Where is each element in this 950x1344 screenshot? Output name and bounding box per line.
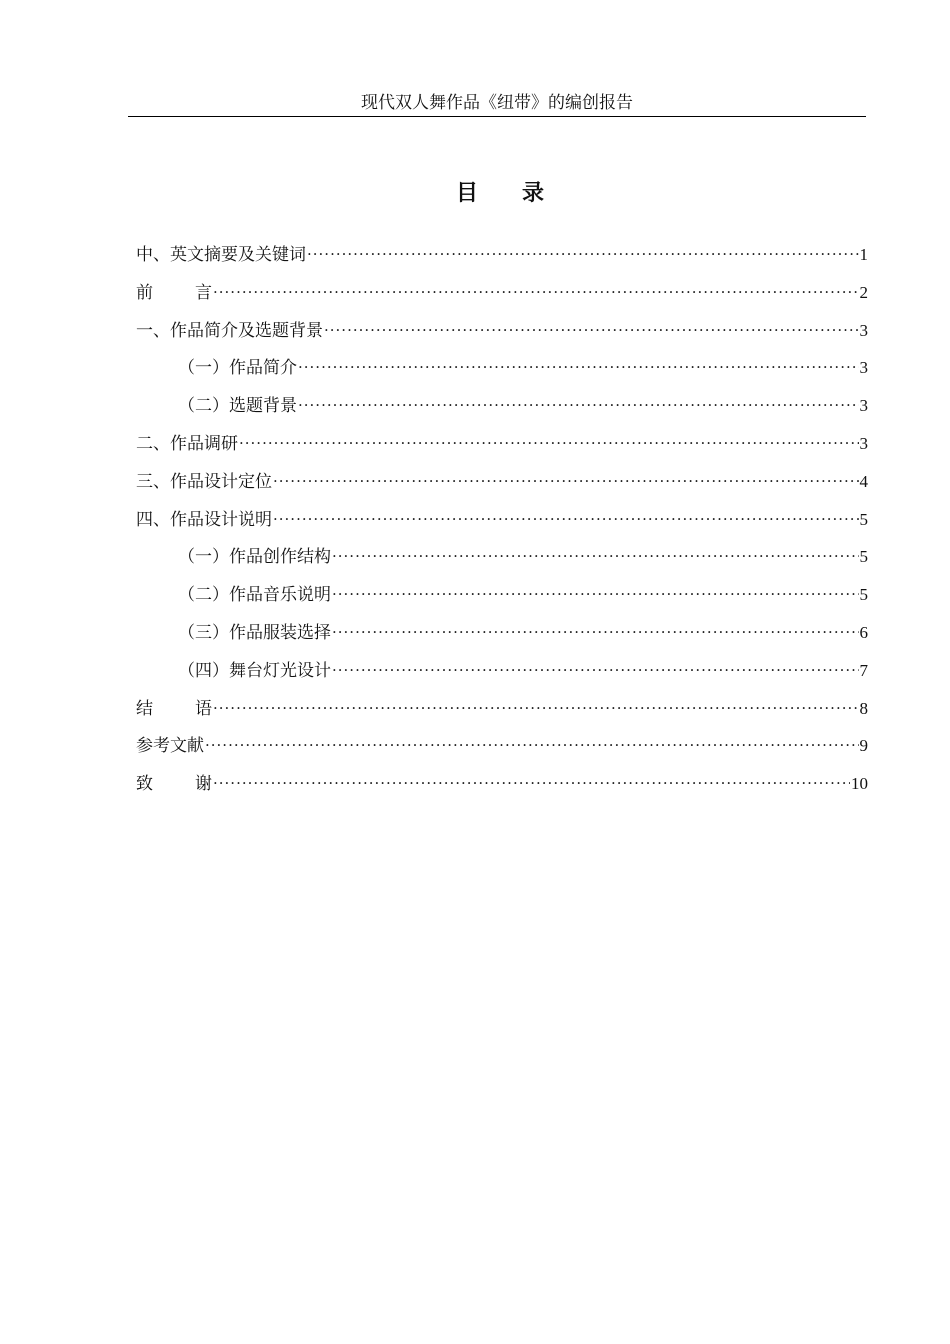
toc-title-char-2: 录: [522, 180, 545, 206]
toc-leader-dots: [205, 731, 859, 751]
toc-item-label: （三）作品服装选择: [178, 622, 331, 643]
toc-item[interactable]: [136, 391, 868, 429]
toc-item-page: 5: [859, 547, 868, 567]
toc-leader-dots: [213, 769, 850, 789]
toc-item-page: 1: [859, 245, 868, 264]
toc-leader-dots: [273, 467, 859, 487]
toc-item-label-part: 致: [136, 774, 153, 795]
toc-item[interactable]: [136, 731, 868, 769]
toc-item-label-part: 前: [136, 282, 153, 303]
toc-leader-dots: [332, 656, 859, 676]
toc-item-label: [136, 770, 212, 798]
toc-item-page: 10: [851, 774, 868, 794]
toc-item-label: （一）作品创作结构: [178, 547, 331, 568]
toc-item-label: 三、作品设计定位: [136, 471, 272, 492]
toc-item-label-part: 谢: [195, 774, 212, 795]
toc-item-label: 四、作品设计说明: [136, 509, 272, 530]
toc-item-page: 6: [859, 622, 868, 642]
toc-item-label: 参考文献: [136, 736, 204, 757]
toc-leader-dots: [213, 694, 859, 714]
toc-item-label: （一）作品简介: [178, 358, 297, 379]
table-of-contents: [136, 240, 868, 807]
toc-item[interactable]: [136, 542, 868, 580]
toc-leader-dots: [273, 505, 859, 525]
toc-title: [0, 176, 950, 207]
toc-leader-dots: [298, 353, 859, 373]
toc-item-label: （二）选题背景: [178, 396, 297, 417]
toc-leader-dots: [307, 240, 859, 260]
toc-item-page: 4: [859, 471, 868, 491]
toc-item-page: 2: [859, 282, 868, 302]
toc-item-page: 5: [859, 585, 868, 605]
toc-leader-dots: [332, 580, 859, 600]
toc-item-page: 5: [859, 509, 868, 529]
toc-item-page: 7: [859, 660, 868, 680]
toc-item-label-part: 语: [195, 698, 212, 719]
toc-item[interactable]: [136, 316, 868, 354]
toc-item-page: 8: [859, 698, 868, 718]
toc-item-label: 中、英文摘要及关键词: [136, 245, 306, 265]
toc-item[interactable]: [136, 656, 868, 694]
toc-item[interactable]: [136, 618, 868, 656]
toc-item[interactable]: [136, 240, 868, 278]
toc-title-char-1: 目: [455, 180, 478, 206]
toc-leader-dots: [213, 278, 859, 298]
toc-item-label-part: 结: [136, 698, 153, 719]
toc-leader-dots: [324, 316, 859, 336]
toc-item-page: 3: [859, 320, 868, 340]
toc-item[interactable]: [136, 353, 868, 391]
toc-item-page: 9: [859, 736, 868, 756]
toc-leader-dots: [239, 429, 859, 449]
toc-item[interactable]: [136, 694, 868, 732]
toc-item[interactable]: [136, 769, 868, 807]
toc-item-label: 二、作品调研: [136, 433, 238, 454]
toc-item[interactable]: [136, 278, 868, 316]
toc-item[interactable]: [136, 467, 868, 505]
toc-leader-dots: [298, 391, 859, 411]
toc-item-page: 3: [859, 433, 868, 453]
toc-item-label-part: 言: [195, 282, 212, 303]
toc-leader-dots: [332, 542, 859, 562]
page-header: [128, 92, 866, 117]
toc-item-label: [136, 695, 212, 723]
toc-item-label: （四）舞台灯光设计: [178, 660, 331, 681]
toc-item-page: 3: [859, 396, 868, 416]
toc-item[interactable]: [136, 505, 868, 543]
toc-item[interactable]: [136, 429, 868, 467]
toc-item[interactable]: [136, 580, 868, 618]
toc-item-label: 一、作品简介及选题背景: [136, 320, 323, 341]
header-title: 现代双人舞作品《纽带》的编创报告: [361, 93, 633, 113]
toc-item-page: 3: [859, 358, 868, 378]
toc-leader-dots: [332, 618, 859, 638]
toc-item-label: [136, 279, 212, 307]
toc-item-label: （二）作品音乐说明: [178, 585, 331, 606]
